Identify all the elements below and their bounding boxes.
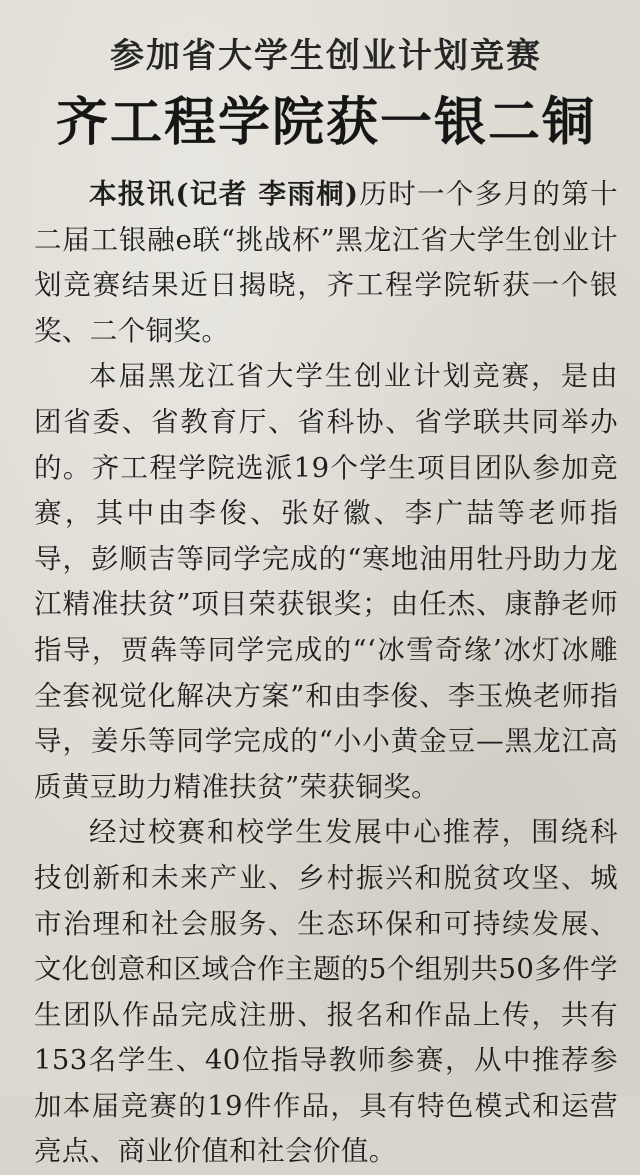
article-byline: 本报讯(记者 李雨桐) xyxy=(89,178,359,210)
article-paragraph-1 xyxy=(34,172,618,354)
paragraph-1-text: 历时一个多月的第十二届工银融e联“挑战杯”黑龙江省大学生创业计划竞赛结果近日揭晓，齐工程学院斩获一个银奖、二个铜奖。 xyxy=(34,178,618,347)
article-title: 齐工程学院获一银二铜 xyxy=(55,93,596,153)
article-body xyxy=(34,172,618,1175)
article-paragraph-3: 经过校赛和校学生发展中心推荐，围绕科技创新和未来产业、乡村振兴和脱贫攻坚、城市治理和社会服务、生态环保和可持续发展、文化创意和区域合作主题的5个组别共50多件学生团队作品完成注册、报名和作品上传，共有153名学生、40位指导教师参赛，从中推荐参加本届竞赛的19件作品，具有特色模式和运营亮点、商业价值和社会价值。 xyxy=(34,816,618,1168)
article-subtitle: 参加省大学生创业计划竞赛 xyxy=(110,36,542,76)
article-paragraph-2: 本届黑龙江省大学生创业计划竞赛，是由团省委、省教育厅、省科协、省学联共同举办的。齐工程学院选派19个学生项目团队参加竞赛，其中由李俊、张好徽、李广喆等老师指导，彭顺吉等同学完成的“寒地油用牡丹助力龙江精准扶贫”项目荣获银奖；由任杰、康静老师指导，贾犇等同学完成的“‘冰雪奇缘’冰灯冰雕全套视觉化解决方案”和由李俊、李玉焕老师指导，姜乐等同学完成的“小小黄金豆—黑龙江高质黄豆助力精准扶贫”荣获铜奖。 xyxy=(34,360,618,803)
